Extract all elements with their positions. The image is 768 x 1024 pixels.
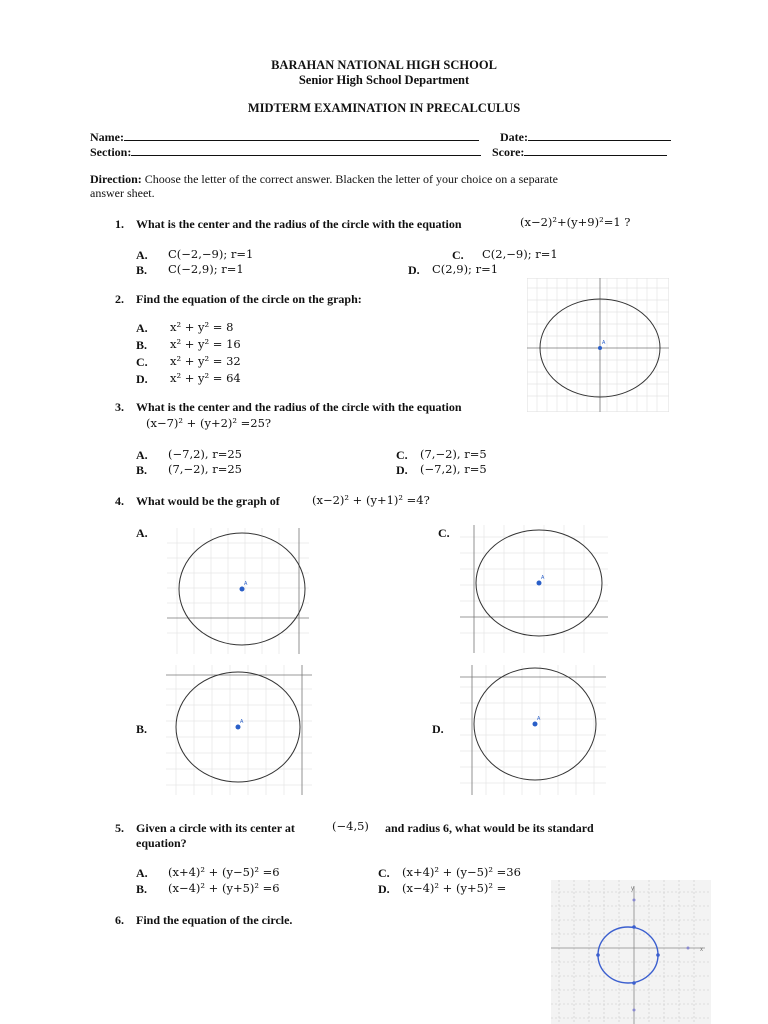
q2-choice-d: x² + y² = 64 bbox=[170, 371, 241, 385]
name-label: Name: bbox=[90, 130, 124, 144]
q6-circle-graph bbox=[551, 880, 711, 1024]
q5-choice-a: (x+4)² + (y−5)² =6 bbox=[168, 865, 280, 879]
q3-choice-d-letter[interactable]: D. bbox=[396, 463, 408, 477]
date-label: Date: bbox=[500, 130, 528, 144]
q3-choice-c: (7,−2), r=5 bbox=[420, 447, 487, 461]
score-label: Score: bbox=[492, 145, 525, 159]
q1-choice-c-letter[interactable]: C. bbox=[452, 248, 464, 262]
q3-choice-b-letter[interactable]: B. bbox=[136, 463, 148, 477]
q3-choice-d: (−7,2), r=5 bbox=[420, 462, 487, 476]
q1-choice-d: C(2,9); r=1 bbox=[432, 262, 499, 276]
q4-choice-d-letter[interactable]: D. bbox=[432, 722, 444, 736]
q5-text-1: Given a circle with its center at bbox=[136, 821, 295, 835]
q5-number: 5. bbox=[115, 821, 124, 835]
q6-text: Find the equation of the circle. bbox=[136, 913, 293, 927]
q4-equation: (x−2)² + (y+1)² =4? bbox=[312, 493, 430, 507]
q1-choice-a-letter[interactable]: A. bbox=[136, 248, 148, 262]
q4-choice-a-letter[interactable]: A. bbox=[136, 526, 148, 540]
q4-graph-d[interactable] bbox=[460, 665, 606, 795]
q1-choice-c: C(2,−9); r=1 bbox=[482, 247, 558, 261]
q5-choice-b: (x−4)² + (y+5)² =6 bbox=[168, 881, 280, 895]
q2-text: Find the equation of the circle on the graph: bbox=[136, 292, 362, 306]
direction-label: Direction: bbox=[90, 172, 142, 186]
q3-choice-c-letter[interactable]: C. bbox=[396, 448, 408, 462]
name-field[interactable] bbox=[90, 129, 479, 145]
q5-choice-a-letter[interactable]: A. bbox=[136, 866, 148, 880]
q4a-point-label: A bbox=[244, 581, 248, 587]
school-name: BARAHAN NATIONAL HIGH SCHOOL bbox=[271, 58, 497, 72]
q6-number: 6. bbox=[115, 913, 124, 927]
q5-choice-c: (x+4)² + (y−5)² =36 bbox=[402, 865, 521, 879]
q3-text: What is the center and the radius of the circle with the equation bbox=[136, 400, 462, 414]
q2-choice-c: x² + y² = 32 bbox=[170, 354, 241, 368]
section-label: Section: bbox=[90, 145, 132, 159]
q5-choice-d: (x−4)² + (y+5)² = bbox=[402, 881, 507, 895]
q5-text-3: equation? bbox=[136, 836, 187, 850]
direction-text-2: answer sheet. bbox=[90, 186, 155, 200]
q2-point-label: A bbox=[602, 340, 606, 346]
q1-number: 1. bbox=[115, 217, 124, 231]
q2-choice-a-letter[interactable]: A. bbox=[136, 321, 148, 335]
q2-circle-graph bbox=[527, 278, 669, 412]
q4-graph-b[interactable] bbox=[166, 665, 312, 795]
q2-choice-b-letter[interactable]: B. bbox=[136, 338, 148, 352]
q4-graph-a[interactable] bbox=[167, 528, 309, 654]
q4-text: What would be the graph of bbox=[136, 494, 280, 508]
q3-equation: (x−7)² + (y+2)² =25? bbox=[146, 416, 272, 430]
q2-choice-d-letter[interactable]: D. bbox=[136, 372, 148, 386]
q3-choice-a: (−7,2), r=25 bbox=[168, 447, 242, 461]
q5-choice-d-letter[interactable]: D. bbox=[378, 882, 390, 896]
q4c-point-label: A bbox=[541, 575, 545, 581]
q4-number: 4. bbox=[115, 494, 124, 508]
q1-equation: (x−2)²+(y+9)²=1 ? bbox=[520, 215, 631, 229]
q1-choice-b: C(−2,9); r=1 bbox=[168, 262, 244, 276]
q4-choice-c-letter[interactable]: C. bbox=[438, 526, 450, 540]
q4-graph-c[interactable] bbox=[460, 525, 608, 653]
section-field[interactable] bbox=[90, 144, 481, 160]
q6-y-axis-label: y bbox=[631, 886, 634, 892]
q3-number: 3. bbox=[115, 400, 124, 414]
q5-choice-c-letter[interactable]: C. bbox=[378, 866, 390, 880]
direction bbox=[90, 172, 690, 187]
q3-choice-b: (7,−2), r=25 bbox=[168, 462, 242, 476]
q4b-point-label: A bbox=[240, 719, 244, 725]
q5-text-2: and radius 6, what would be its standard bbox=[385, 821, 594, 835]
q1-choice-d-letter[interactable]: D. bbox=[408, 263, 420, 277]
q6-x-axis-label: x bbox=[700, 947, 703, 953]
exam-title: MIDTERM EXAMINATION IN PRECALCULUS bbox=[247, 101, 521, 115]
score-field[interactable] bbox=[492, 144, 667, 160]
q1-text: What is the center and the radius of the circle with the equation bbox=[136, 217, 462, 231]
q5-center: (−4,5) bbox=[332, 819, 369, 833]
q4-choice-b-letter[interactable]: B. bbox=[136, 722, 148, 736]
direction-text-1: Choose the letter of the correct answer. Blacken the letter of your choice on a separate bbox=[144, 172, 558, 186]
q2-number: 2. bbox=[115, 292, 124, 306]
date-field[interactable] bbox=[500, 129, 671, 145]
q2-choice-a: x² + y² = 8 bbox=[170, 320, 234, 334]
q1-choice-a: C(−2,−9); r=1 bbox=[168, 247, 254, 261]
q3-choice-a-letter[interactable]: A. bbox=[136, 448, 148, 462]
q2-choice-c-letter[interactable]: C. bbox=[136, 355, 148, 369]
q4d-point-label: A bbox=[537, 716, 541, 722]
department-name: Senior High School Department bbox=[298, 73, 470, 87]
q2-choice-b: x² + y² = 16 bbox=[170, 337, 241, 351]
q5-choice-b-letter[interactable]: B. bbox=[136, 882, 148, 896]
q1-choice-b-letter[interactable]: B. bbox=[136, 263, 148, 277]
